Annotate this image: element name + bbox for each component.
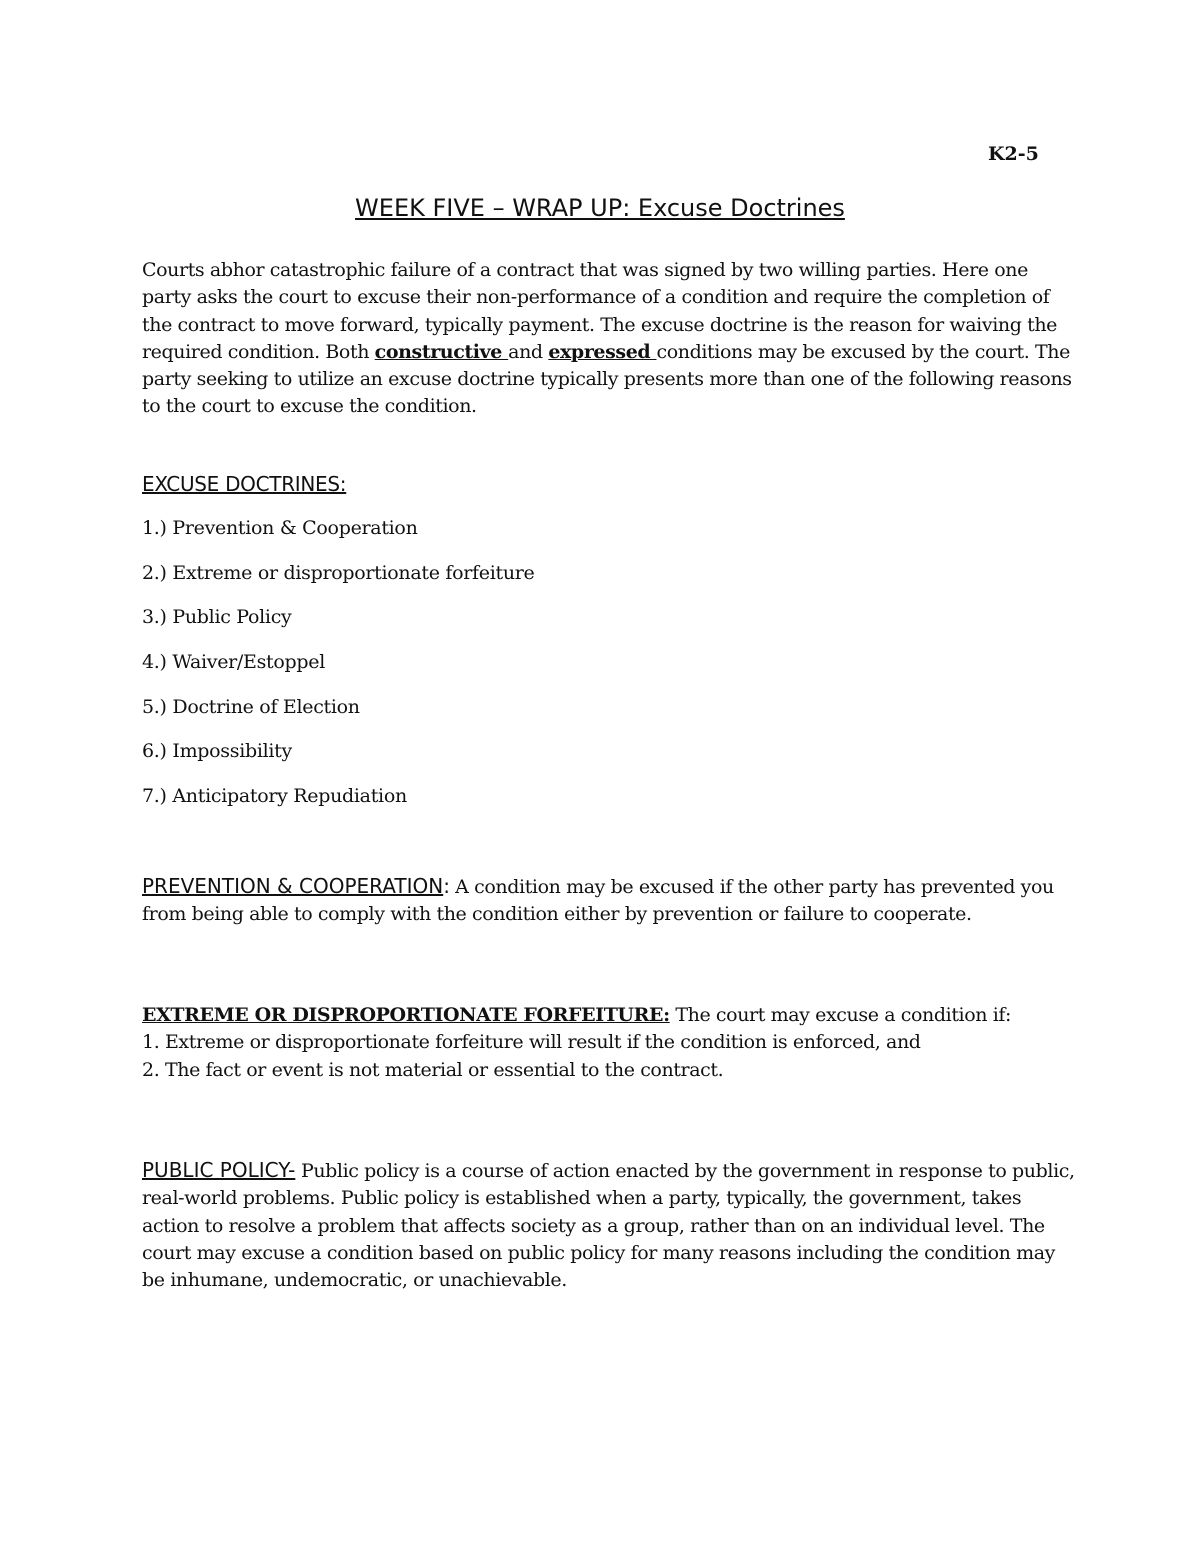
list-item: 3.) Public Policy: [142, 606, 292, 628]
document-code: K2-5: [988, 143, 1039, 165]
forfeiture-section: [142, 1002, 1077, 1084]
list-item: 7.) Anticipatory Repudiation: [142, 785, 407, 807]
public-policy-section: [142, 1157, 1077, 1294]
list-item: 2.) Extreme or disproportionate forfeiture: [142, 562, 535, 584]
list-item: 6.) Impossibility: [142, 740, 292, 762]
public-policy-heading: PUBLIC POLICY-: [142, 1158, 296, 1182]
prevention-heading: PREVENTION & COOPERATION: [142, 874, 444, 898]
list-item: 5.) Doctrine of Election: [142, 696, 360, 718]
public-policy-text: Public policy is a course of action enacted by the government in response to public, real-world problems. Public policy is established when a party, typically, the government, takes action to resolve a problem that affects society as a group, rather than on an individual level. The court may excuse a condition based on public policy for many reasons including the condition may be inhumane, undemocratic, or unachievable.: [142, 1160, 1075, 1292]
forfeiture-text: The court may excuse a condition if:: [669, 1004, 1012, 1026]
page-title: WEEK FIVE – WRAP UP: Excuse Doctrines: [355, 194, 845, 222]
doctrines-heading: EXCUSE DOCTRINES:: [142, 472, 347, 496]
keyword-constructive: constructive: [374, 340, 509, 363]
intro-text-3: conditions may be excused by the court. The party seeking to utilize an excuse doctrine typically presents more than one of the following reasons to the court to excuse the condition.: [142, 340, 1072, 418]
intro-text-1: Courts abhor catastrophic failure of a contract that was signed by two willing parties. Here one party asks the court to excuse their non-performance of a condition and require the completion of the contract to move forward, typically payment. The excuse doctrine is the reason for waiving the required condition. Both: [142, 259, 1058, 363]
forfeiture-item-1: 1. Extreme or disproportionate forfeiture will result if the condition is enforced, and: [142, 1031, 921, 1054]
intro-paragraph: [142, 257, 1077, 421]
intro-text-2: and: [508, 340, 549, 363]
prevention-text: A condition may be excused if the other party has prevented you from being able to comply with the condition either by prevention or failure to cooperate.: [142, 876, 1054, 926]
forfeiture-heading: EXTREME OR DISPROPORTIONATE FORFEITURE:: [142, 1004, 670, 1026]
prevention-section: [142, 873, 1077, 929]
list-item: 1.) Prevention & Cooperation: [142, 517, 418, 539]
keyword-expressed: expressed: [548, 340, 657, 363]
list-item: 4.) Waiver/Estoppel: [142, 651, 325, 673]
prevention-colon: :: [443, 874, 450, 898]
forfeiture-item-2: 2. The fact or event is not material or essential to the contract.: [142, 1058, 724, 1081]
